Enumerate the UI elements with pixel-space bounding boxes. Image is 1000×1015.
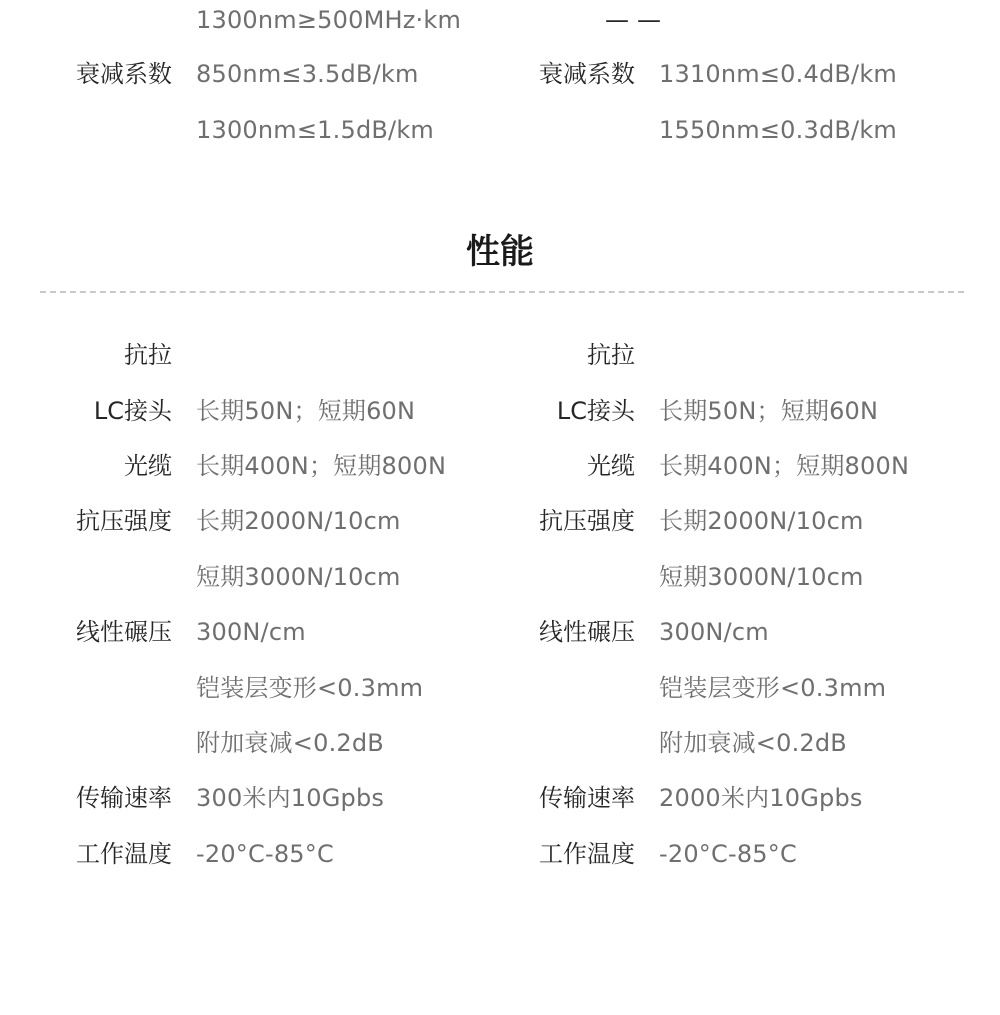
- perf-value: 短期3000N/10cm: [196, 563, 401, 591]
- perf-value: 300N/cm: [659, 618, 769, 646]
- perf-label: 线性碾压: [539, 618, 635, 646]
- perf-value: 长期2000N/10cm: [196, 507, 401, 535]
- perf-value: 铠装层变形<0.3mm: [659, 674, 887, 702]
- perf-value: -20°C-85°C: [196, 840, 334, 868]
- spec-column-right: [463, 0, 933, 1015]
- perf-value: 短期3000N/10cm: [659, 563, 864, 591]
- perf-label: 抗压强度: [539, 507, 635, 535]
- spec-column-left: [0, 0, 470, 1015]
- spec-label: 衰减系数: [76, 60, 172, 88]
- perf-value: 300米内10Gpbs: [196, 784, 385, 812]
- perf-value: 长期400N；短期800N: [659, 452, 910, 480]
- spec-value: 1310nm≤0.4dB/km: [659, 60, 898, 88]
- perf-label: 传输速率: [539, 784, 635, 812]
- perf-value: 长期50N；短期60N: [659, 397, 879, 425]
- spec-value: 850nm≤3.5dB/km: [196, 60, 419, 88]
- spec-value: 1300nm≤1.5dB/km: [196, 116, 435, 144]
- perf-value: 长期2000N/10cm: [659, 507, 864, 535]
- spec-label: 衰减系数: [539, 60, 635, 88]
- perf-value: 300N/cm: [196, 618, 306, 646]
- perf-label: LC接头: [556, 397, 635, 425]
- perf-label: 工作温度: [76, 840, 172, 868]
- perf-label: 传输速率: [76, 784, 172, 812]
- spec-value: 1300nm≥500MHz·km: [196, 6, 462, 34]
- perf-value: 长期50N；短期60N: [196, 397, 416, 425]
- perf-value: -20°C-85°C: [659, 840, 797, 868]
- section-title-performance: 性能: [466, 232, 534, 272]
- spec-value: — —: [605, 6, 662, 34]
- perf-label: 线性碾压: [76, 618, 172, 646]
- perf-label: 抗压强度: [76, 507, 172, 535]
- perf-label: 光缆: [124, 452, 172, 480]
- spec-value: 1550nm≤0.3dB/km: [659, 116, 898, 144]
- perf-label: 工作温度: [539, 840, 635, 868]
- perf-label: 抗拉: [587, 341, 635, 369]
- perf-value: 2000米内10Gpbs: [659, 784, 863, 812]
- perf-label: LC接头: [93, 397, 172, 425]
- perf-value: 附加衰减<0.2dB: [659, 729, 847, 757]
- perf-value: 长期400N；短期800N: [196, 452, 447, 480]
- perf-value: 铠装层变形<0.3mm: [196, 674, 424, 702]
- section-divider: [40, 291, 964, 293]
- perf-label: 抗拉: [124, 341, 172, 369]
- perf-label: 光缆: [587, 452, 635, 480]
- perf-value: 附加衰减<0.2dB: [196, 729, 384, 757]
